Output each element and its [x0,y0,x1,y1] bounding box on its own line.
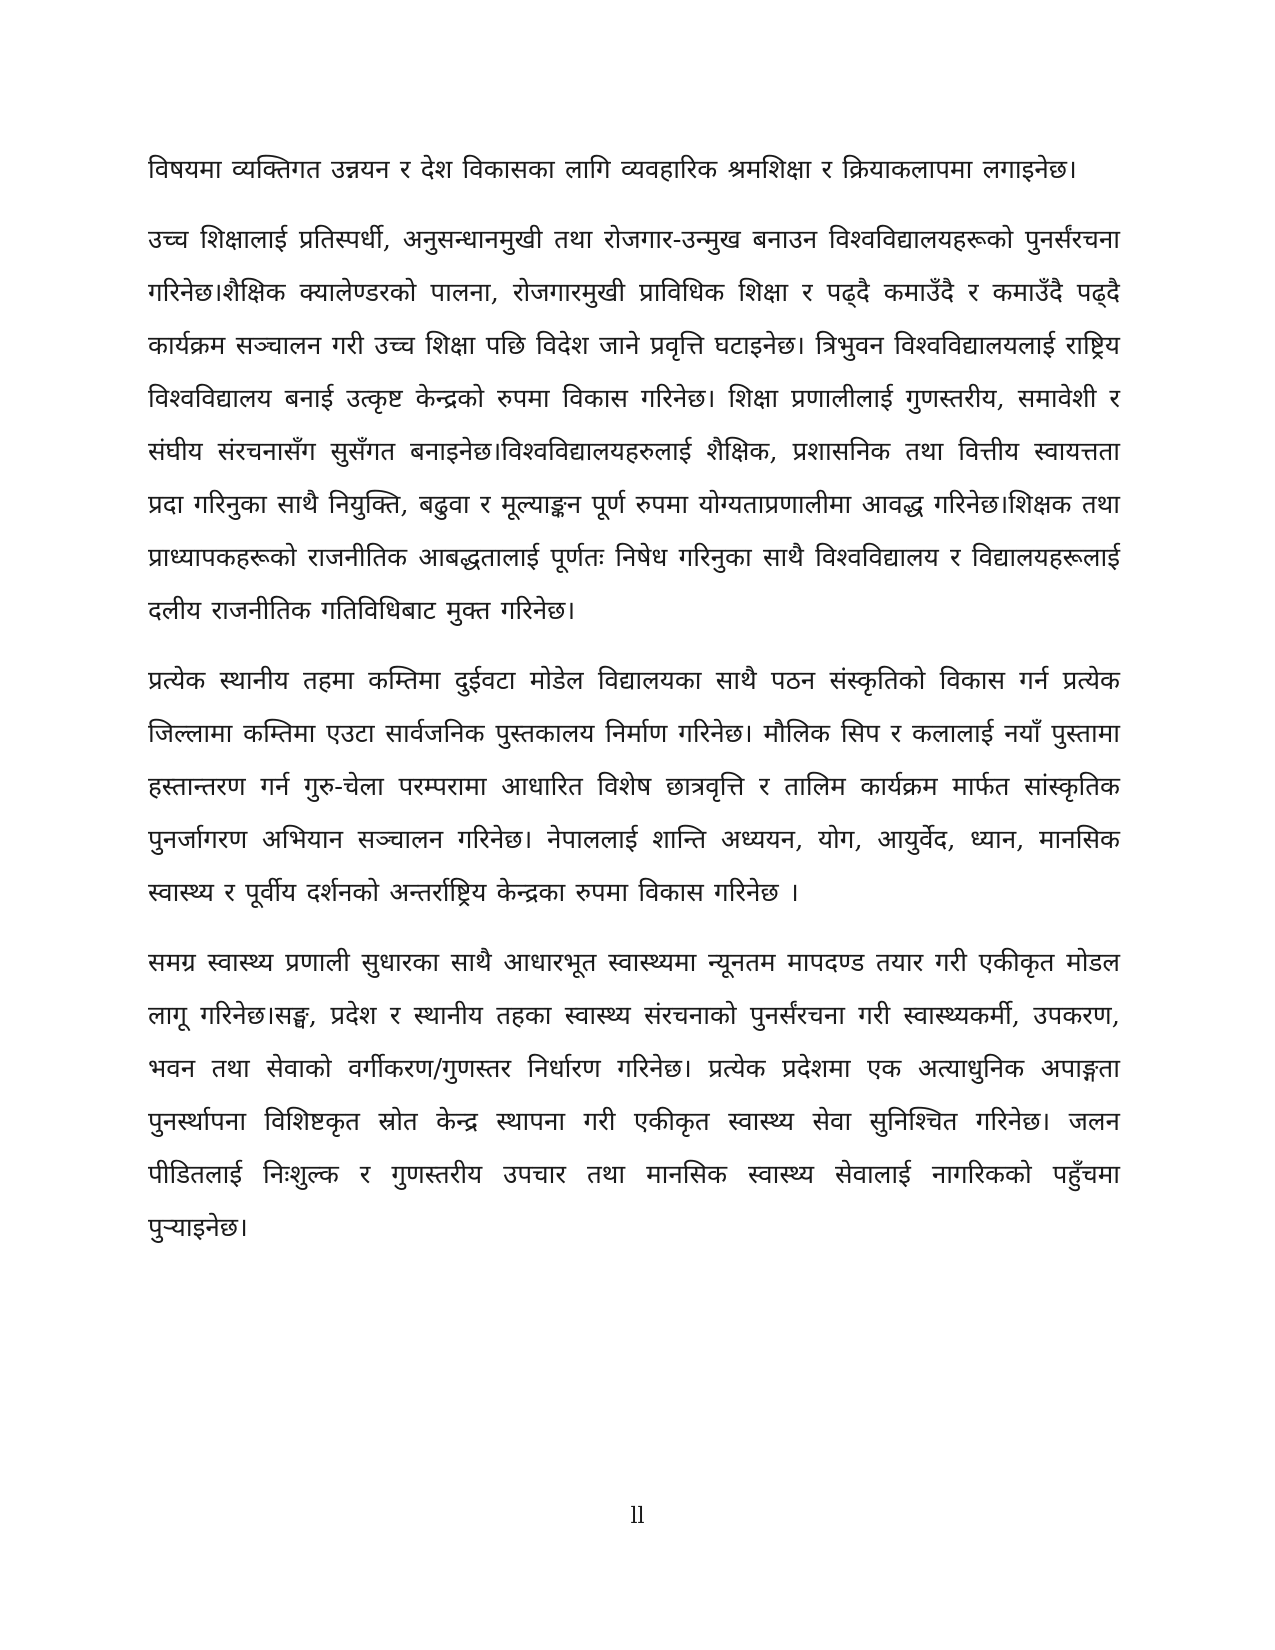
paragraph-health-system: समग्र स्वास्थ्य प्रणाली सुधारका साथै आधारभूत स्वास्थ्यमा न्यूनतम मापदण्ड तयार गरी एकीकृत मोडल लागू गरिनेछ।सङ्घ, प्रदेश र स्थानीय तहका स्वास्थ्य संरचनाको पुनर्संरचना गरी स्वास्थ्यकर्मी, उपकरण, भवन तथा सेवाको वर्गीकरण/गुणस्तर निर्धारण गरिनेछ। प्रत्येक प्रदेशमा एक अत्याधुनिक अपाङ्गता पुनर्स्थापना विशिष्टकृत स्रोत केन्द्र स्थापना गरी एकीकृत स्वास्थ्य सेवा सुनिश्चित गरिनेछ। जलन पीडितलाई निःशुल्क र गुणस्तरीय उपचार तथा मानसिक स्वास्थ्य सेवालाई नागरिकको पहुँचमा पुऱ्याइनेछ। [148,948,1120,1243]
document-body [148,144,1120,1272]
paragraph-labor-education: विषयमा व्यक्तिगत उन्नयन र देश विकासका लागि व्यवहारिक श्रमशिक्षा र क्रियाकलापमा लगाइनेछ। [148,155,1077,185]
paragraph-libraries-culture: प्रत्येक स्थानीय तहमा कम्तिमा दुईवटा मोडेल विद्यालयका साथै पठन संस्कृतिको विकास गर्न प्रत्येक जिल्लामा कम्तिमा एउटा सार्वजनिक पुस्तकालय निर्माण गरिनेछ। मौलिक सिप र कलालाई नयाँ पुस्तामा हस्तान्तरण गर्न गुरु-चेला परम्परामा आधारित विशेष छात्रवृत्ति र तालिम कार्यक्रम मार्फत सांस्कृतिक पुनर्जागरण अभियान सञ्चालन गरिनेछ। नेपाललाई शान्ति अध्ययन, योग, आयुर्वेद, ध्यान, मानसिक स्वास्थ्य र पूर्वीय दर्शनको अन्तर्राष्ट्रिय केन्द्रका रुपमा विकास गरिनेछ । [148,666,1120,908]
page-number: ll [630,1504,645,1529]
paragraph-higher-education: उच्च शिक्षालाई प्रतिस्पर्धी, अनुसन्धानमुखी तथा रोजगार-उन्मुख बनाउन विश्वविद्यालयहरूको पुनर्संरचना गरिनेछ।शैक्षिक क्यालेण्डरको पालना, रोजगारमुखी प्राविधिक शिक्षा र पढ्दै कमाउँदै र कमाउँदै पढ्दै कार्यक्रम सञ्चालन गरी उच्च शिक्षा पछि विदेश जाने प्रवृत्ति घटाइनेछ। त्रिभुवन विश्वविद्यालयलाई राष्ट्रिय विश्वविद्यालय बनाई उत्कृष्ट केन्द्रको रुपमा विकास गरिनेछ। शिक्षा प्रणालीलाई गुणस्तरीय, समावेशी र संघीय संरचनासँग सुसँगत बनाइनेछ।विश्वविद्यालयहरुलाई शैक्षिक, प्रशासनिक तथा वित्तीय स्वायत्तता प्रदा गरिनुका साथै नियुक्ति, बढुवा र मूल्याङ्कन पूर्ण रुपमा योग्यताप्रणालीमा आवद्ध गरिनेछ।शिक्षक तथा प्राध्यापकहरूको राजनीतिक आबद्धतालाई पूर्णतः निषेध गरिनुका साथै विश्वविद्यालय र विद्यालयहरूलाई दलीय राजनीतिक गतिविधिबाट मुक्त गरिनेछ। [148,225,1120,626]
